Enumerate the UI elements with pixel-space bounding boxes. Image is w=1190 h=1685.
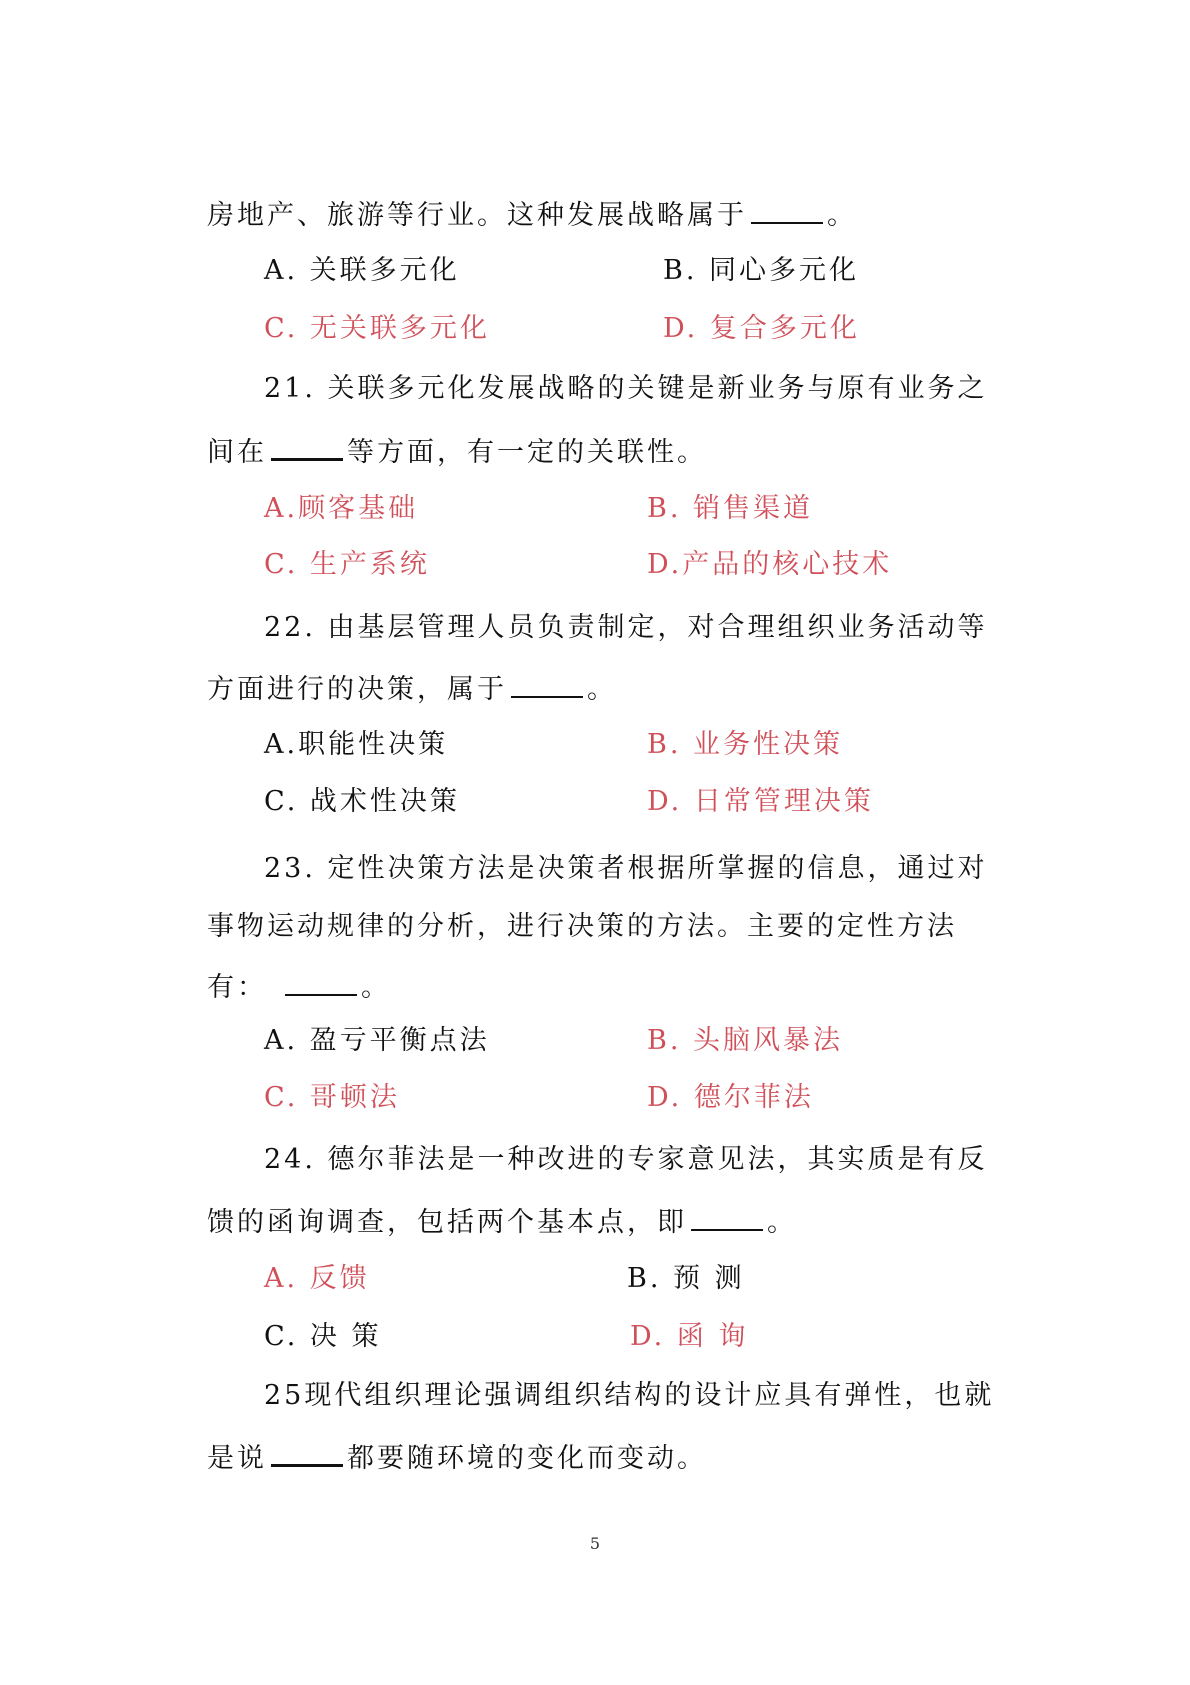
answer-blank (285, 968, 357, 996)
answer-blank (751, 196, 823, 224)
q22-stem-text-a: 方面进行的决策，属于 (207, 674, 507, 705)
q22-stem-text-b: 。 (587, 674, 617, 705)
q20-stem-text: 房地产、旅游等行业。这种发展战略属于 (207, 200, 747, 231)
q21-stem-line1: 21. 关联多元化发展战略的关键是新业务与原有业务之 (264, 373, 988, 404)
q21-option-b: B. 销售渠道 (647, 493, 814, 524)
q20-option-d: D. 复合多元化 (663, 313, 860, 344)
q25-stem-line1: 25现代组织理论强调组织结构的设计应具有弹性，也就 (264, 1380, 995, 1411)
q24-option-d: D. 函 询 (630, 1321, 749, 1352)
q20-option-a: A. 关联多元化 (264, 255, 460, 286)
q22-option-a: A.职能性决策 (264, 729, 449, 760)
answer-blank (271, 1438, 343, 1467)
q24-stem-line1: 24. 德尔菲法是一种改进的专家意见法，其实质是有反 (264, 1144, 988, 1175)
q22-option-d: D. 日常管理决策 (647, 786, 874, 817)
q21-stem-text-b: 等方面，有一定的关联性。 (347, 437, 707, 468)
q24-stem-text-b: 。 (767, 1207, 797, 1238)
answer-blank (511, 670, 583, 698)
q20-option-b: B. 同心多元化 (663, 255, 860, 286)
q24-option-c: C. 决 策 (264, 1321, 382, 1352)
q21-option-a: A.顾客基础 (264, 493, 419, 524)
q25-stem-line2 (207, 1438, 707, 1476)
q24-stem-line2 (207, 1203, 797, 1240)
q20-stem-end: 。 (827, 200, 857, 231)
q23-stem-line1: 23. 定性决策方法是决策者根据所掌握的信息，通过对 (264, 853, 988, 884)
q23-option-b: B. 头脑风暴法 (647, 1025, 844, 1056)
q23-stem-line2: 事物运动规律的分析，进行决策的方法。主要的定性方法 (207, 911, 957, 942)
q22-option-b: B. 业务性决策 (647, 729, 844, 760)
q21-option-d: D.产品的核心技术 (647, 549, 893, 580)
q22-stem-line2 (207, 670, 617, 707)
q24-option-b: B. 预 测 (627, 1263, 745, 1294)
q23-stem-text-a: 有： (207, 972, 267, 1003)
q22-stem-line1: 22. 由基层管理人员负责制定，对合理组织业务活动等 (264, 612, 988, 643)
q21-option-c: C. 生产系统 (264, 549, 430, 580)
answer-blank (271, 432, 343, 461)
q23-option-c: C. 哥顿法 (264, 1082, 400, 1113)
q23-stem-line3 (207, 968, 391, 1005)
q22-option-c: C. 战术性决策 (264, 786, 460, 817)
q25-stem-text-a: 是说 (207, 1443, 267, 1474)
q21-stem-text-a: 间在 (207, 437, 267, 468)
q24-stem-text-a: 馈的函询调查，包括两个基本点，即 (207, 1207, 687, 1238)
q23-option-d: D. 德尔菲法 (647, 1082, 814, 1113)
q23-option-a: A. 盈亏平衡点法 (264, 1025, 490, 1056)
answer-blank (691, 1203, 763, 1231)
q25-stem-text-b: 都要随环境的变化而变动。 (347, 1443, 707, 1474)
q23-stem-text-b: 。 (361, 972, 391, 1003)
page-number: 5 (589, 1534, 601, 1553)
q20-stem-tail (207, 196, 857, 233)
q21-stem-line2 (207, 432, 707, 470)
q20-option-c: C. 无关联多元化 (264, 313, 490, 344)
q24-option-a: A. 反馈 (264, 1263, 370, 1294)
